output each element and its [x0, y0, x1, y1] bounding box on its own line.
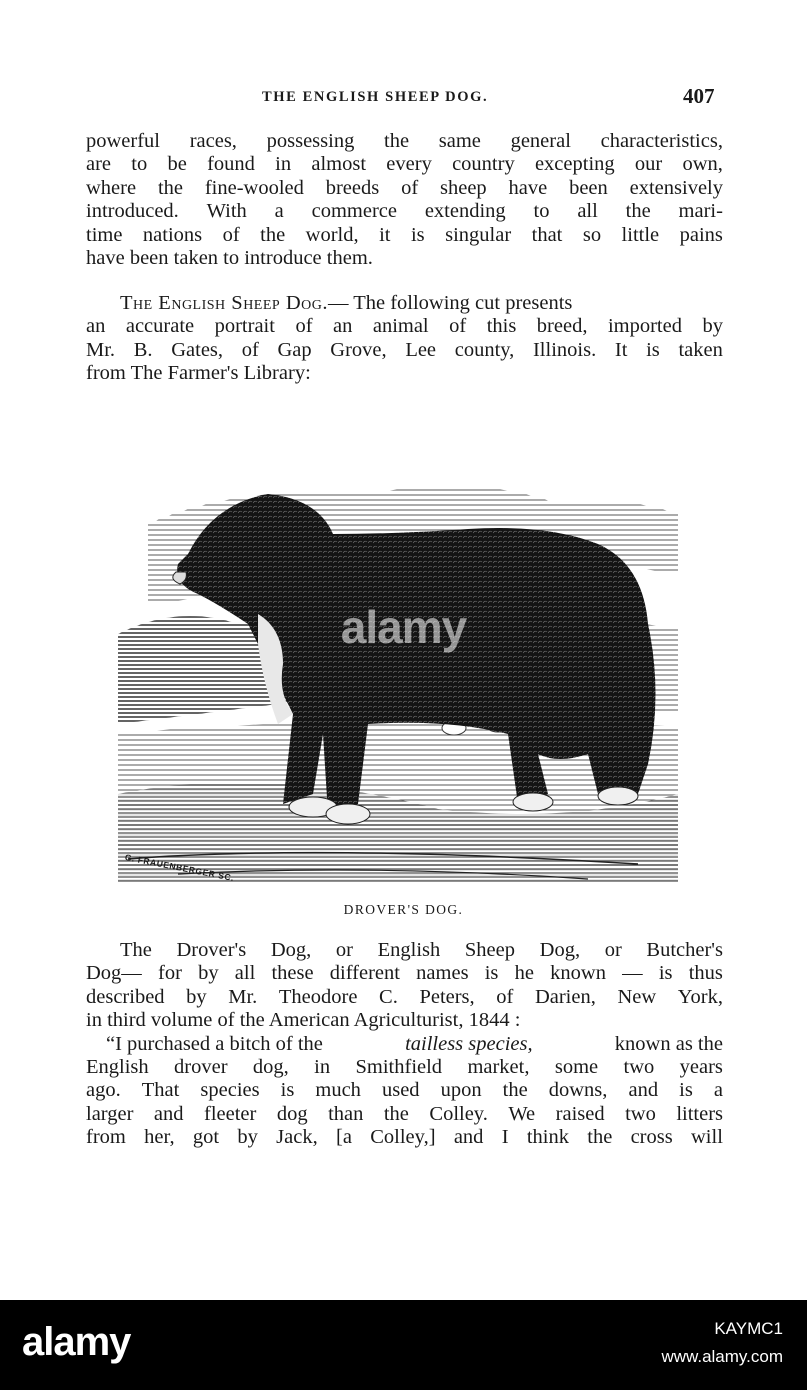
word: [a: [336, 1126, 352, 1149]
paragraph-3: [86, 939, 723, 1150]
word: Peters,: [419, 985, 475, 1008]
word: fleeter: [204, 1102, 257, 1125]
text-line: [86, 153, 723, 176]
word: in: [275, 153, 292, 176]
word: taken: [678, 338, 723, 361]
word: all: [577, 200, 598, 223]
word: two: [623, 1055, 655, 1078]
word: an: [86, 315, 106, 338]
word: is: [646, 338, 660, 361]
word: all: [234, 962, 256, 985]
dog-paw: [326, 804, 370, 824]
word: English: [86, 1055, 149, 1078]
word: and: [453, 1126, 484, 1149]
text-line: [86, 292, 723, 315]
word: Lee: [405, 338, 437, 361]
word: mari-: [678, 200, 723, 223]
word: have: [508, 176, 548, 199]
word: used: [381, 1079, 420, 1102]
word: We: [508, 1102, 536, 1125]
word: every: [386, 153, 432, 176]
word: thus: [688, 962, 723, 985]
word: of: [241, 338, 259, 361]
text-line: in third volume of the American Agriculturist, 1844 :: [86, 1009, 521, 1032]
word: for: [158, 962, 182, 985]
word: raised: [555, 1102, 605, 1125]
word: fine-wooled: [204, 176, 304, 199]
word: larger: [86, 1102, 134, 1125]
word: described: [86, 985, 165, 1008]
word: from: [86, 1126, 126, 1149]
word: species: [200, 1079, 260, 1102]
text-line: [86, 315, 723, 338]
word: to: [131, 153, 148, 176]
word: time: [86, 223, 123, 246]
word: portrait: [214, 315, 275, 338]
word: litters: [676, 1102, 723, 1125]
word: New: [617, 985, 657, 1008]
word: by: [198, 962, 219, 985]
text-line: [86, 986, 723, 1009]
word: almost: [311, 153, 367, 176]
word: think: [526, 1126, 569, 1149]
word: C.: [379, 985, 398, 1008]
word: introduced.: [86, 200, 179, 223]
word: Butcher's: [646, 939, 723, 961]
word: York,: [677, 985, 723, 1008]
word: of: [496, 985, 514, 1008]
word: Dog—: [86, 962, 142, 985]
word: of: [401, 176, 419, 199]
word: powerful: [86, 130, 161, 152]
text-span: — The following cut presents: [327, 292, 573, 314]
section-heading: The English Sheep Dog.: [120, 292, 328, 314]
word: different: [329, 962, 400, 985]
word: Colley,]: [370, 1126, 436, 1149]
word: be: [167, 153, 187, 176]
word: animal: [372, 315, 429, 338]
word: imported: [607, 315, 682, 338]
word: the: [260, 223, 286, 246]
word: That: [141, 1079, 180, 1102]
word: our: [634, 153, 663, 176]
word: Sheep: [464, 939, 516, 961]
text-line: [86, 1103, 723, 1126]
dog-paw: [598, 787, 638, 805]
word: is: [658, 962, 673, 985]
text-line: [86, 939, 723, 962]
word: by: [237, 1126, 258, 1149]
text-line: [86, 1126, 723, 1149]
word: the: [587, 1126, 613, 1149]
word: Colley.: [429, 1102, 488, 1125]
word: Smithfield: [355, 1055, 443, 1078]
word: a: [274, 200, 284, 223]
text-line: [86, 224, 723, 247]
word: general: [510, 130, 571, 152]
word: of: [222, 223, 240, 246]
word: pains: [679, 223, 723, 246]
word: by: [702, 315, 723, 338]
word: of: [295, 315, 313, 338]
text-line: [86, 200, 723, 223]
word: world,: [305, 223, 359, 246]
word: the: [157, 176, 183, 199]
word: characteristics,: [600, 130, 723, 152]
word: or: [604, 939, 622, 961]
word: or: [335, 939, 353, 961]
word: the: [383, 1102, 409, 1125]
word: singular: [445, 223, 512, 246]
paragraph-2: [86, 292, 723, 386]
word: to: [533, 200, 550, 223]
word: —: [622, 962, 643, 985]
text-line: [86, 1033, 723, 1056]
word: two: [625, 1102, 656, 1125]
word: county,: [454, 338, 515, 361]
text-line: [86, 1056, 723, 1079]
word: some: [554, 1055, 599, 1078]
text-line: [86, 339, 723, 362]
word: it: [379, 223, 391, 246]
word: breed,: [536, 315, 588, 338]
word: Mr.: [86, 338, 116, 361]
word: of: [449, 315, 467, 338]
word: upon: [440, 1079, 482, 1102]
word: and: [628, 1079, 659, 1102]
watermark: alamy: [340, 601, 467, 653]
word: Dog,: [270, 939, 312, 961]
word: I: [501, 1126, 509, 1149]
word: races,: [189, 130, 237, 152]
word: same: [438, 130, 481, 152]
word: excepting: [534, 153, 615, 176]
word: Grove,: [330, 338, 387, 361]
alamy-logo: alamy: [22, 1320, 131, 1364]
word: market,: [467, 1055, 530, 1078]
word: accurate: [125, 315, 195, 338]
word: own,: [682, 153, 723, 176]
word: is: [410, 223, 425, 246]
stock-url: www.alamy.com: [661, 1347, 783, 1366]
word: Mr.: [228, 985, 258, 1008]
word: Drover's: [176, 939, 247, 961]
word: the: [502, 1079, 528, 1102]
word: Theodore: [278, 985, 358, 1008]
dog-engraving: [118, 464, 688, 884]
word: breeds: [325, 176, 380, 199]
word: that: [531, 223, 563, 246]
word: Gates,: [171, 338, 224, 361]
word: is: [484, 962, 499, 985]
word: got: [192, 1126, 220, 1149]
word: and: [153, 1102, 184, 1125]
dog-paw: [513, 793, 553, 811]
word: in: [314, 1055, 331, 1078]
text-span: known as the: [614, 1032, 723, 1055]
word: extending: [424, 200, 506, 223]
word: known: [550, 962, 606, 985]
word: The: [120, 939, 152, 961]
word: Dog,: [539, 939, 581, 961]
word: the: [625, 200, 651, 223]
text-line: [86, 962, 723, 985]
italic-text: tailless species,: [405, 1032, 533, 1055]
word: is: [679, 1079, 693, 1102]
word: will: [691, 1126, 723, 1149]
word: B.: [133, 338, 153, 361]
word: the: [384, 130, 410, 152]
word: a: [713, 1079, 723, 1102]
word: drover: [174, 1055, 228, 1078]
running-head: THE ENGLISH SHEEP DOG.: [262, 89, 489, 105]
word: ago.: [86, 1079, 121, 1102]
word: Darien,: [534, 985, 596, 1008]
text-line: [86, 130, 723, 153]
word: been: [569, 176, 608, 199]
word: little: [621, 223, 660, 246]
word: an: [333, 315, 353, 338]
word: cross: [630, 1126, 673, 1149]
word: Jack,: [276, 1126, 318, 1149]
word: With: [206, 200, 247, 223]
word: country: [452, 153, 515, 176]
word: Illinois.: [532, 338, 597, 361]
text-line: from The Farmer's Library:: [86, 362, 311, 385]
word: her,: [144, 1126, 175, 1149]
word: he: [514, 962, 534, 985]
word: downs,: [548, 1079, 608, 1102]
text-line: [86, 177, 723, 200]
word: possessing: [266, 130, 355, 152]
word: years: [679, 1055, 723, 1078]
engraver-signature: G. FRAUENBERGER SC.: [124, 852, 236, 884]
word: much: [315, 1079, 361, 1102]
word: found: [207, 153, 255, 176]
word: extensively: [629, 176, 723, 199]
word: this: [486, 315, 517, 338]
text-line: have been taken to introduce them.: [86, 246, 373, 269]
word: by: [186, 985, 207, 1008]
word: English: [377, 939, 441, 961]
word: Gap: [277, 338, 312, 361]
dog-engraving-illustration: [118, 464, 688, 884]
word: nations: [142, 223, 203, 246]
word: names: [416, 962, 469, 985]
word: sheep: [440, 176, 487, 199]
text-span: “I purchased a bitch of the: [106, 1032, 323, 1055]
word: dog,: [252, 1055, 289, 1078]
page-number: 407: [683, 84, 715, 108]
word: are: [86, 153, 112, 176]
word: is: [280, 1079, 295, 1102]
word: dog: [276, 1102, 308, 1125]
word: commerce: [311, 200, 397, 223]
figure-caption: DROVER'S DOG.: [343, 902, 464, 917]
word: It: [614, 338, 628, 361]
paragraph-1: [86, 130, 723, 270]
word: than: [328, 1102, 364, 1125]
image-id: KAYMC1: [714, 1319, 783, 1338]
word: these: [271, 962, 314, 985]
word: so: [582, 223, 602, 246]
text-line: [86, 1079, 723, 1102]
word: where: [86, 176, 137, 199]
